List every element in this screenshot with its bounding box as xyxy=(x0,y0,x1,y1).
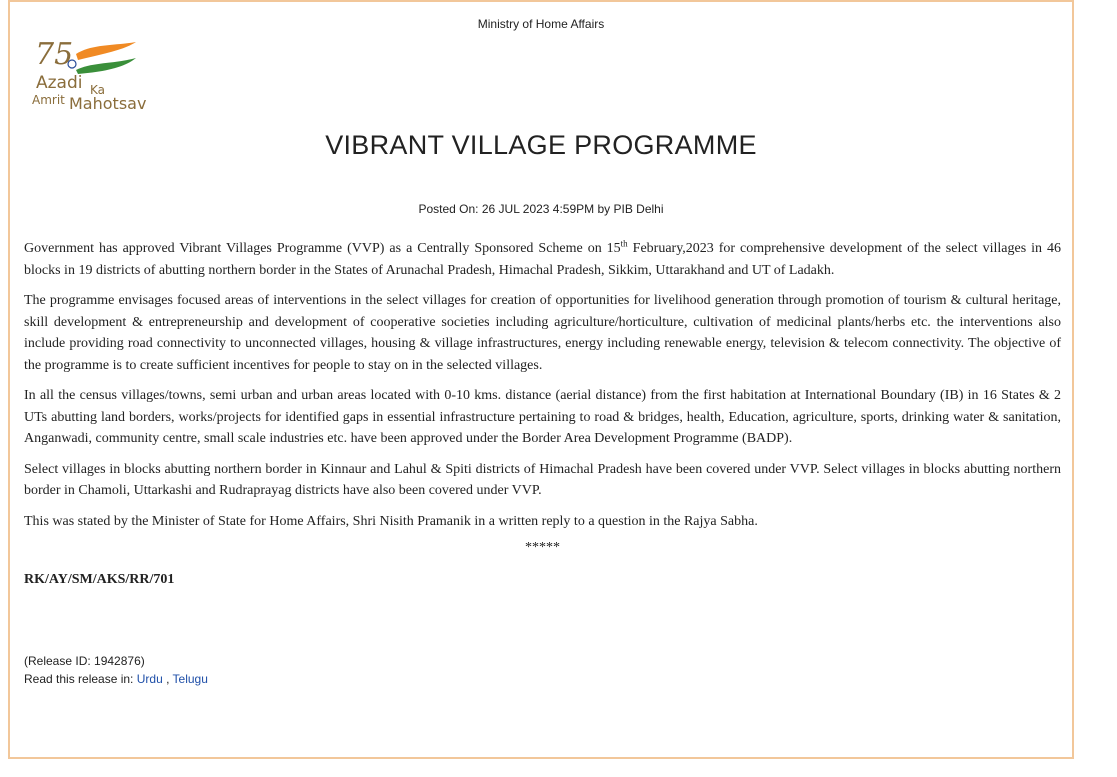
page-frame xyxy=(8,0,1074,759)
logo-word-ka: Ka xyxy=(90,83,106,97)
release-info xyxy=(24,652,208,688)
logo-word-mahotsav: Mahotsav xyxy=(69,94,147,113)
paragraph-statement: This was stated by the Minister of State for Home Affairs, Shri Nisith Pramanik in a written reply to a question in the Rajya Sabha. xyxy=(24,513,758,529)
logo-saffron-swoosh xyxy=(76,42,136,60)
read-release-in xyxy=(24,670,208,688)
ministry-name: Ministry of Home Affairs xyxy=(477,17,605,31)
separator-stars: ***** xyxy=(525,540,560,555)
release-id: (Release ID: 1942876) xyxy=(24,654,145,668)
page-title: VIBRANT VILLAGE PROGRAMME xyxy=(325,130,757,160)
logo-word-azadi: Azadi xyxy=(36,73,83,93)
reference-code: RK/AY/SM/AKS/RR/701 xyxy=(24,571,175,587)
logo-graphic xyxy=(32,34,172,114)
posted-on-line: Posted On: 26 JUL 2023 4:59PM by PIB Delhi xyxy=(418,202,664,216)
language-separator: , xyxy=(162,672,173,686)
paragraph-interventions: The programme envisages focused areas of interventions in the select villages for creation of opportunities for livelihood generation through promotion of tourism & cultural heritage, skill development & entrepreneurship and development of cooperative societies including agriculture/horticulture, cultivation of medicinal plants/herbs etc. the interventions also include providing road connectivity to unconnected villages, housing & village infrastructures, energy including renewable energy, television & telecom connectivity. The objective of the programme is to create sufficient incentives for people to stay on in the selected villages. xyxy=(24,293,1061,373)
read-release-label: Read this release in: xyxy=(24,672,137,686)
paragraph-approval-text-b: February,2023 for comprehensive development of the select villages in 46 blocks in 19 districts of abutting northern border in the States of Arunachal Pradesh, Himachal Pradesh, Sikkim, Uttarakhand and UT of Ladakh. xyxy=(24,241,1062,278)
paragraph-approval xyxy=(24,238,1061,281)
azadi-ka-amrit-mahotsav-logo xyxy=(32,34,172,114)
ordinal-superscript: th xyxy=(620,238,628,249)
language-link-telugu[interactable]: Telugu xyxy=(172,672,208,686)
language-link-urdu[interactable]: Urdu xyxy=(136,672,163,686)
paragraph-badp: In all the census villages/towns, semi urban and urban areas located with 0-10 kms. distance (aerial distance) from the first habitation at International Boundary (IB) in 16 States & 2 UTs abutting land borders, works/projects for identified gaps in essential infrastructure pertaining to road & bridges, health, Education, agriculture, sports, drinking water & sanitation, Anganwadi, community centre, small scale industries etc. have been approved under the Border Area Development Programme (BADP). xyxy=(24,388,1061,446)
paragraph-approval-text-a: Government has approved Vibrant Villages Programme (VVP) as a Centrally Sponsored Scheme on 15 xyxy=(24,241,621,256)
logo-number: 75 xyxy=(35,37,74,72)
logo-green-swoosh xyxy=(76,58,136,74)
logo-word-amrit: Amrit xyxy=(32,93,65,107)
paragraph-covered-villages: Select villages in blocks abutting northern border in Kinnaur and Lahul & Spiti districts of Himachal Pradesh have been covered under VVP. Select villages in blocks abutting northern border in Chamoli, Uttarkashi and Rudraprayag districts have also been covered under VVP. xyxy=(24,461,1061,498)
article-body xyxy=(24,238,1061,590)
